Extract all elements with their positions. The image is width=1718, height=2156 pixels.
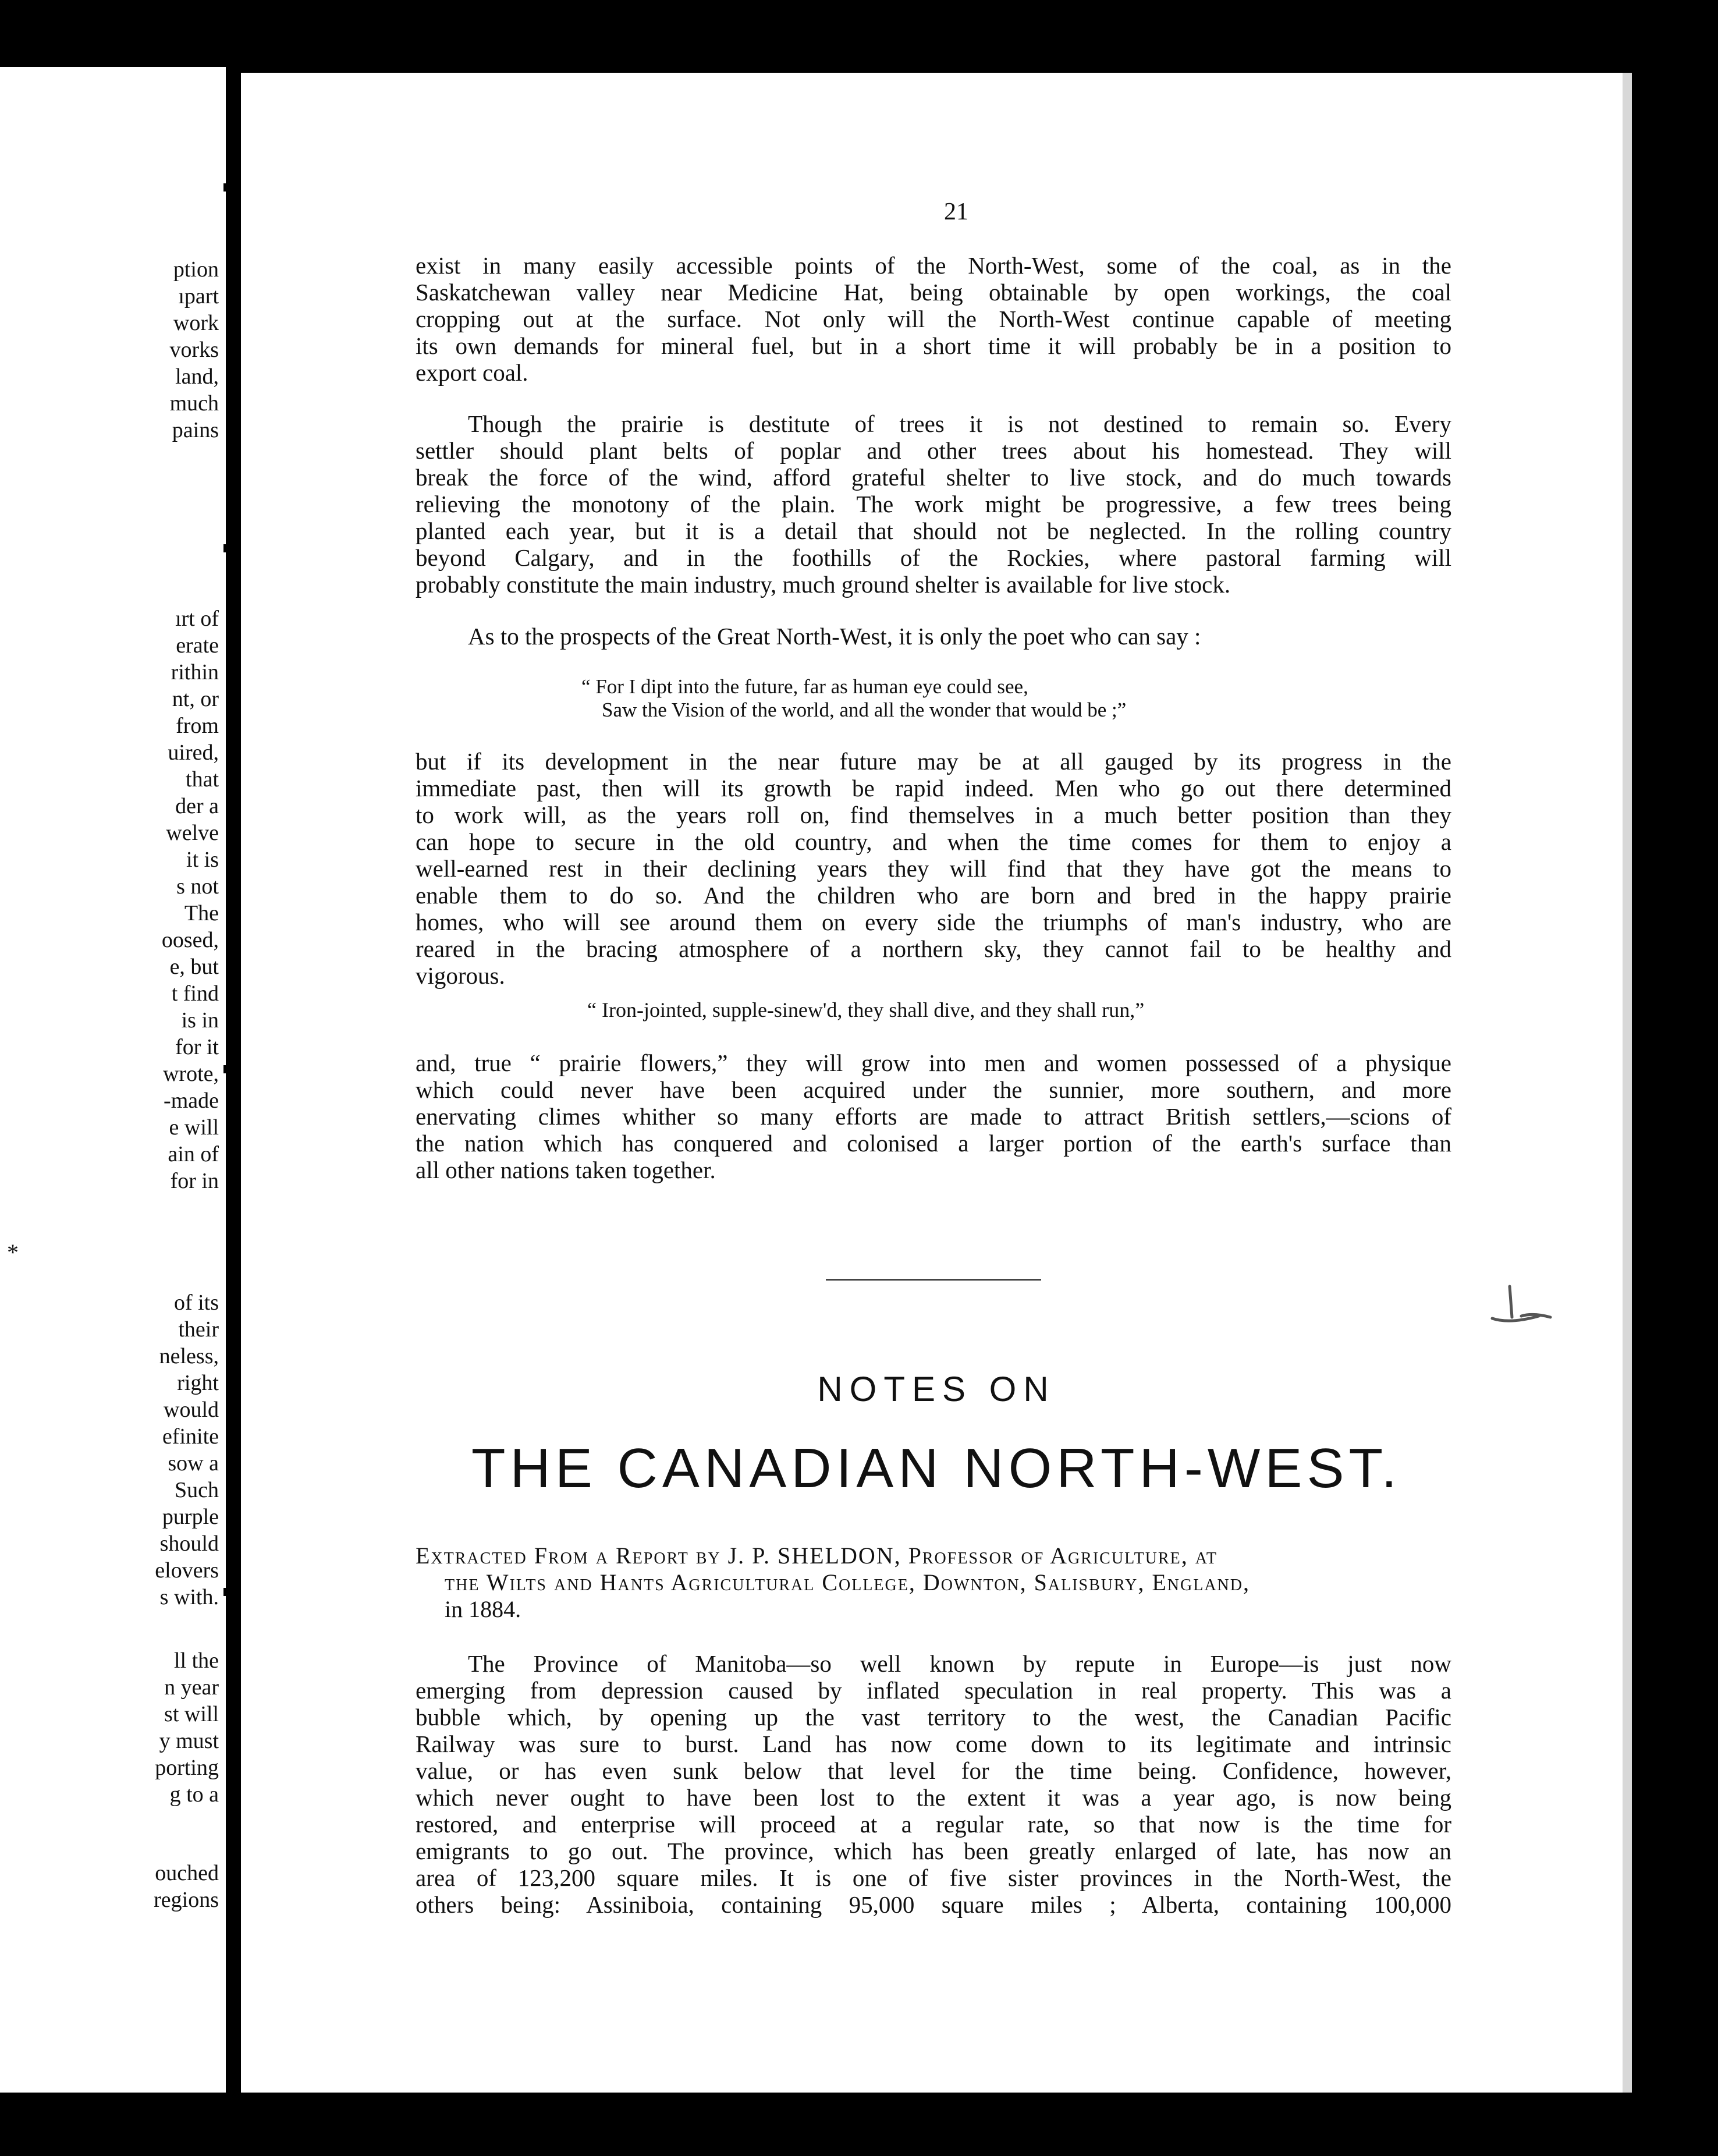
- left-text-line: Such: [175, 1478, 219, 1502]
- text-line: Railway was sure to burst. Land has now come down to its legitimate and intrinsic: [416, 1731, 1451, 1757]
- text-line: bubble which, by opening up the vast territory to the west, the Canadian Pacific: [416, 1704, 1451, 1731]
- left-text-line: wrote,: [162, 1062, 219, 1086]
- left-text-line: ouched: [155, 1861, 219, 1885]
- left-text-line: uired,: [168, 740, 219, 765]
- text-line: well-earned rest in their declining years they will find that they have got the means to: [416, 855, 1451, 882]
- binding-stitch: [223, 544, 243, 552]
- left-text-line: der a: [175, 794, 219, 818]
- text-line: others being: Assiniboia, containing 95,000 square miles ; Alberta, containing 100,000: [416, 1891, 1451, 1918]
- text-line: all other nations taken together.: [416, 1157, 716, 1183]
- paragraph-prospects: [416, 623, 1451, 650]
- left-text-line: from: [176, 714, 219, 738]
- text-line: homes, who will see around them on every side the triumphs of man's industry, who are: [416, 909, 1451, 935]
- binding-stitch: [223, 1065, 243, 1073]
- binding-thread: [229, 81, 235, 2084]
- text-line: the Wilts and Hants Agricultural College, Downton, Salisbury, England,: [445, 1569, 1250, 1595]
- text-line: Extracted From a Report by J. P. SHELDON, Professor of Agriculture, at: [416, 1542, 1217, 1569]
- text-line: can hope to secure in the old country, and when the time comes for them to enjoy a: [416, 828, 1451, 855]
- text-line: emerging from depression caused by inflated speculation in real property. This was a: [416, 1677, 1451, 1704]
- left-text-line: it is: [186, 847, 219, 872]
- left-text-line: for it: [175, 1035, 219, 1059]
- text-line: and, true “ prairie flowers,” they will grow into men and women possessed of a physique: [416, 1049, 1451, 1076]
- left-text-line: st will: [164, 1702, 219, 1726]
- left-text-block-5: [154, 1860, 219, 1913]
- text-line: value, or has even sunk below that level for the time being. Confidence, however,: [416, 1757, 1451, 1784]
- poem-quote-2: “ Iron-jointed, supple-sinew'd, they shall dive, and they shall run,”: [587, 998, 1145, 1022]
- left-text-line: e will: [169, 1115, 219, 1140]
- main-page: [241, 73, 1632, 2093]
- left-text-line: land,: [175, 364, 219, 389]
- text-line: break the force of the wind, afford grateful shelter to live stock, and do much towards: [416, 464, 1451, 491]
- left-text-line: neless,: [159, 1344, 219, 1368]
- left-text-line: s not: [176, 874, 219, 899]
- left-text-line: pains: [172, 418, 219, 442]
- left-text-line: oosed,: [161, 928, 219, 952]
- asterisk-mark: *: [7, 1239, 19, 1265]
- paragraph-manitoba: [416, 1650, 1451, 1918]
- left-text-line: much: [169, 391, 219, 416]
- section-heading-notes: NOTES ON: [817, 1370, 1056, 1409]
- extract-attribution: [416, 1542, 1457, 1623]
- left-text-line: porting: [155, 1756, 219, 1780]
- left-text-line: -made: [164, 1088, 219, 1113]
- text-line: export coal.: [416, 359, 528, 386]
- left-text-line: nt, or: [172, 687, 219, 711]
- text-line: As to the prospects of the Great North-West, it is only the poet who can say :: [468, 623, 1201, 650]
- left-text-block-1: [170, 256, 219, 444]
- poem-quote-1-line-2: Saw the Vision of the world, and all the wonder that would be ;”: [602, 698, 1127, 721]
- text-line: in 1884.: [445, 1596, 521, 1622]
- text-line: Saskatchewan valley near Medicine Hat, being obtainable by open workings, the coal: [416, 279, 1451, 306]
- left-text-line: their: [178, 1317, 219, 1342]
- left-text-block-4: [155, 1647, 219, 1808]
- left-text-line: ıpart: [178, 284, 219, 308]
- left-text-line: for in: [170, 1169, 219, 1193]
- left-text-line: right: [177, 1371, 219, 1395]
- page-number: 21: [944, 198, 968, 225]
- left-text-line: ll the: [173, 1648, 219, 1673]
- binding-stitch: [223, 1588, 243, 1596]
- text-line: enervating climes whither so many efforts are made to attract British settlers,—scions of: [416, 1103, 1451, 1130]
- left-text-line: ırt of: [175, 607, 219, 631]
- text-line: enable them to do so. And the children who are born and bred in the happy prairie: [416, 882, 1451, 909]
- text-line: reared in the bracing atmosphere of a northern sky, they cannot fail to be healthy and: [416, 935, 1451, 962]
- left-text-line: n year: [164, 1675, 219, 1700]
- text-line: vigorous.: [416, 962, 505, 989]
- page-edge-shadow: [1623, 73, 1632, 2093]
- text-line: restored, and enterprise will proceed at a regular rate, so that now is the time for: [416, 1811, 1451, 1838]
- text-line: The Province of Manitoba—so well known by repute in Europe—is just now: [468, 1650, 1451, 1677]
- text-line: which could never have been acquired under the sunnier, more southern, and more: [416, 1076, 1451, 1103]
- left-text-line: of its: [173, 1290, 219, 1315]
- left-text-line: rithin: [171, 660, 219, 685]
- text-line: immediate past, then will its growth be rapid indeed. Men who go out there determined: [416, 775, 1451, 802]
- left-text-line: ption: [173, 257, 219, 282]
- left-text-line: would: [164, 1398, 219, 1422]
- text-line: relieving the monotony of the plain. The work might be progressive, a few trees being: [416, 491, 1451, 517]
- text-line: Though the prairie is destitute of trees it is not destined to remain so. Every: [468, 410, 1451, 437]
- left-text-line: vorks: [169, 338, 219, 362]
- left-text-line: e, but: [169, 955, 219, 979]
- poem-quote-1-line-1: “ For I dipt into the future, far as human eye could see,: [581, 675, 1028, 698]
- text-line: beyond Calgary, and in the foothills of the Rockies, where pastoral farming will: [416, 544, 1451, 571]
- left-text-line: elovers: [155, 1558, 219, 1583]
- paragraph-coal: [416, 252, 1451, 386]
- text-line: cropping out at the surface. Not only will the North-West continue capable of meeting: [416, 306, 1451, 332]
- section-divider: [826, 1279, 1041, 1281]
- paragraph-physique: [416, 1049, 1451, 1183]
- left-text-line: s with.: [159, 1585, 219, 1609]
- left-text-line: that: [186, 767, 219, 792]
- binding-gutter: [226, 81, 241, 2084]
- binding-stitch: [223, 183, 243, 192]
- left-text-line: The: [184, 901, 219, 925]
- left-text-line: should: [159, 1531, 219, 1556]
- left-text-line: work: [173, 311, 219, 335]
- text-line: probably constitute the main industry, much ground shelter is available for live stock.: [416, 571, 1231, 598]
- left-text-line: ain of: [168, 1142, 219, 1166]
- section-title: THE CANADIAN NORTH-WEST.: [471, 1437, 1402, 1499]
- paragraph-trees: [416, 410, 1451, 598]
- text-line: settler should plant belts of poplar and other trees about his homestead. They will: [416, 437, 1451, 464]
- left-text-line: sow a: [168, 1451, 219, 1476]
- text-line: to work will, as the years roll on, find themselves in a much better position than they: [416, 802, 1451, 828]
- left-text-block-3: [155, 1289, 219, 1611]
- text-line: the nation which has conquered and colonised a larger portion of the earth's surface than: [416, 1130, 1451, 1157]
- text-line: area of 123,200 square miles. It is one of five sister provinces in the North-West, the: [416, 1864, 1451, 1891]
- left-text-line: erate: [176, 633, 219, 658]
- left-text-line: is in: [181, 1008, 219, 1033]
- left-text-line: welve: [166, 821, 219, 845]
- left-text-line: regions: [154, 1888, 219, 1912]
- text-line: emigrants to go out. The province, which has been greatly enlarged of late, has now an: [416, 1838, 1451, 1864]
- text-line: but if its development in the near future may be at all gauged by its progress in the: [416, 748, 1451, 775]
- paragraph-development: [416, 748, 1451, 989]
- left-page-fragment: [0, 67, 226, 2093]
- text-line: exist in many easily accessible points of the North-West, some of the coal, as in the: [416, 252, 1451, 279]
- pencil-mark-icon: [1486, 1283, 1556, 1336]
- left-text-block-2: [162, 605, 219, 1194]
- text-line: planted each year, but it is a detail that should not be neglected. In the rolling country: [416, 517, 1451, 544]
- left-text-line: y must: [159, 1729, 219, 1753]
- text-line: its own demands for mineral fuel, but in a short time it will probably be in a position to: [416, 332, 1451, 359]
- left-text-line: t find: [171, 981, 219, 1006]
- text-line: which never ought to have been lost to the extent it was a year ago, is now being: [416, 1784, 1451, 1811]
- left-text-line: g to a: [169, 1782, 219, 1807]
- left-text-line: purple: [162, 1505, 219, 1529]
- left-text-line: efinite: [162, 1424, 219, 1449]
